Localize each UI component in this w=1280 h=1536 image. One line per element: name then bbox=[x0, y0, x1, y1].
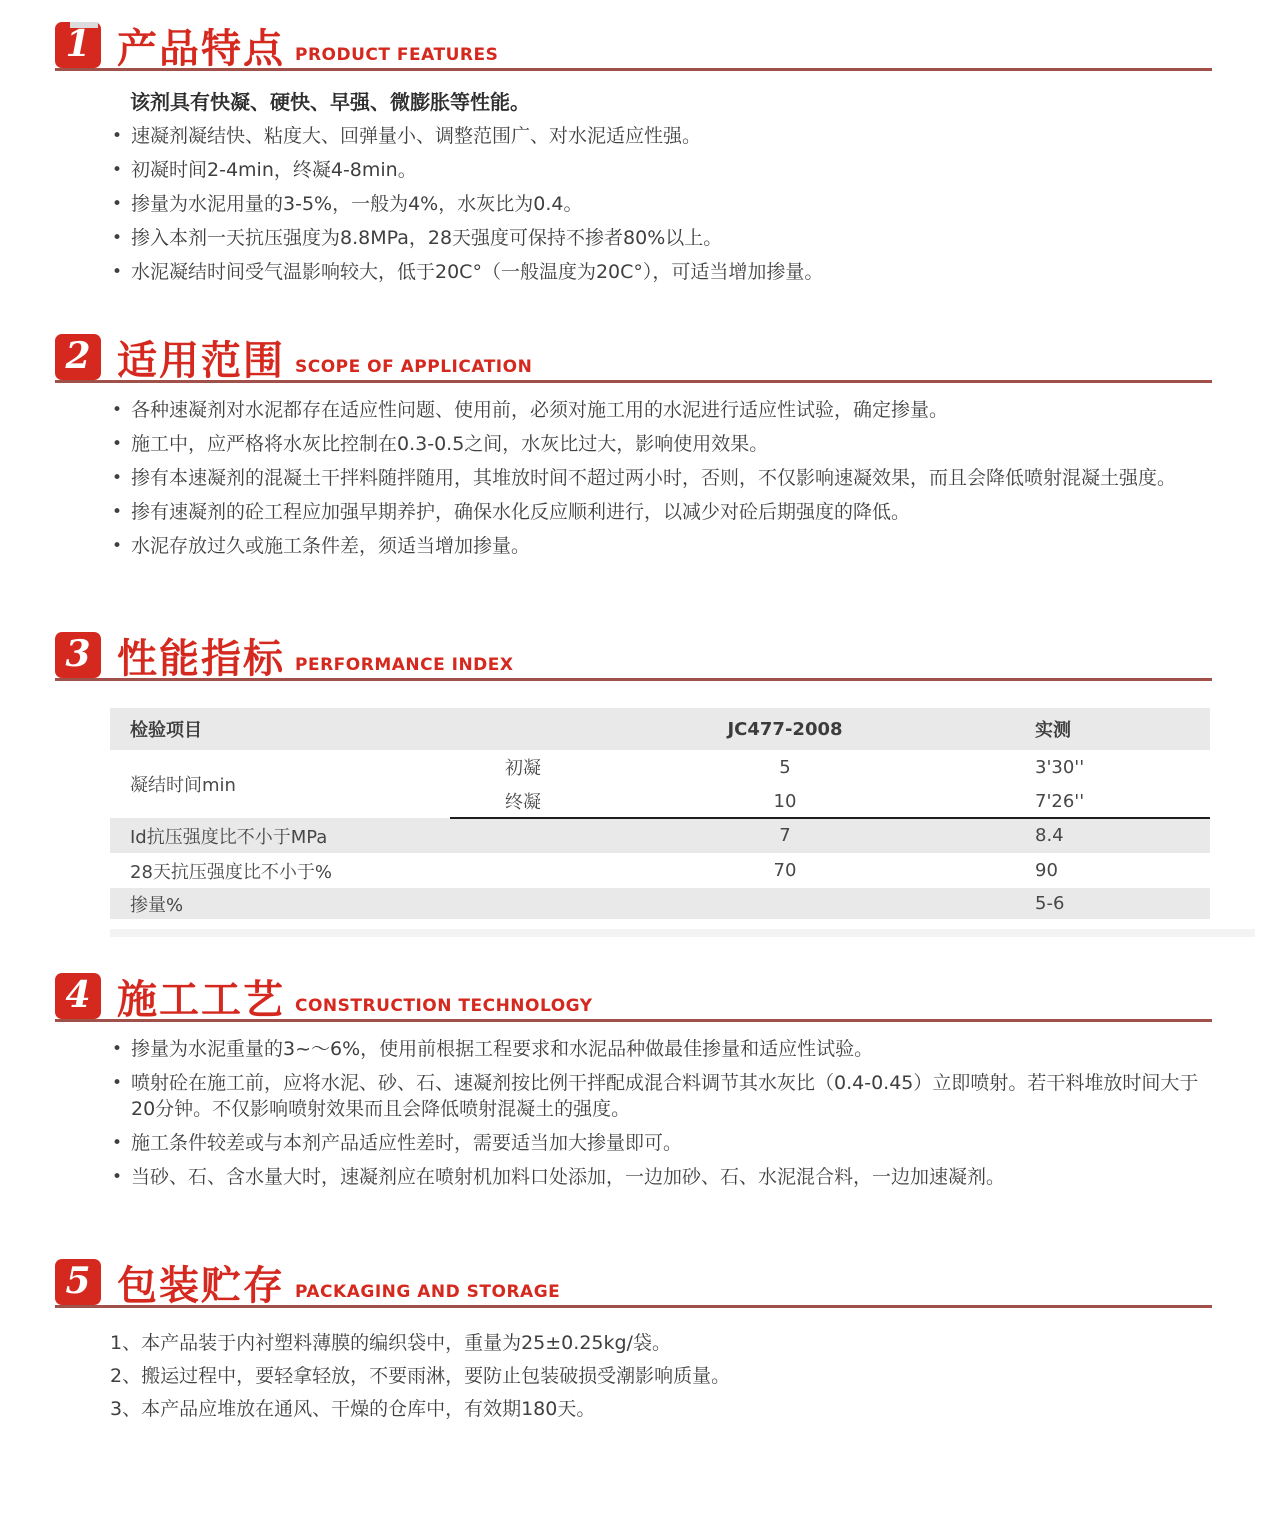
section-title-en: PERFORMANCE INDEX bbox=[295, 655, 514, 675]
bullet-item: • 施工条件较差或与本剂产品适应性差时，需要适当加大掺量即可。 bbox=[112, 1130, 1217, 1156]
setting-time-final-standard: 10 bbox=[773, 790, 797, 812]
section-number: 3 bbox=[65, 633, 91, 675]
table-row bbox=[110, 853, 1210, 888]
row-label: 28天抗压强度比不小于% bbox=[130, 861, 333, 883]
bullet-item: • 掺量为水泥用量的3-5%，一般为4%，水灰比为0.4。 bbox=[112, 191, 1217, 217]
packaging-and-storage-list bbox=[110, 1330, 1215, 1422]
section-title-zh: 适用范围 bbox=[117, 338, 285, 384]
setting-time-initial-standard: 5 bbox=[779, 756, 791, 778]
section-number-badge bbox=[55, 1259, 101, 1305]
section-title-zh: 包装贮存 bbox=[117, 1263, 285, 1309]
table-inner-divider bbox=[450, 817, 1210, 819]
section-header-product-features bbox=[55, 22, 1212, 71]
row-standard: 70 bbox=[773, 860, 797, 881]
section-header-scope-of-application bbox=[55, 334, 1212, 383]
table-footer-strip bbox=[110, 929, 1255, 937]
table-row-setting-time bbox=[110, 750, 1210, 818]
setting-time-initial-measured: 3'30'' bbox=[1035, 756, 1085, 778]
section-title-zh: 施工工艺 bbox=[117, 977, 285, 1023]
bullet-item: • 当砂、石、含水量大时，速凝剂应在喷射机加料口处添加，一边加砂、石、水泥混合料，一边加速凝剂。 bbox=[112, 1164, 1217, 1190]
setting-time-label: 凝结时间min bbox=[130, 775, 236, 796]
section-header-performance-index bbox=[55, 632, 1212, 681]
setting-time-initial-label: 初凝 bbox=[505, 758, 541, 779]
section-header-packaging-and-storage bbox=[55, 1259, 1212, 1308]
section-title-en: PACKAGING AND STORAGE bbox=[295, 1282, 561, 1302]
section-title-en: SCOPE OF APPLICATION bbox=[295, 357, 533, 377]
product-features-list bbox=[112, 123, 1217, 285]
bullet-item: • 掺有速凝剂的砼工程应加强早期养护，确保水化反应顺利进行，以减少对砼后期强度的降低。 bbox=[112, 499, 1217, 525]
section-number-badge bbox=[55, 973, 101, 1019]
scope-of-application-list bbox=[112, 397, 1217, 559]
numbered-item: 1、本产品装于内衬塑料薄膜的编织袋中，重量为25±0.25kg/袋。 bbox=[110, 1332, 671, 1354]
section-number: 1 bbox=[65, 23, 91, 65]
section-title-en: CONSTRUCTION TECHNOLOGY bbox=[295, 996, 593, 1016]
section-number-badge bbox=[55, 22, 101, 68]
bullet-item: • 掺量为水泥重量的3~～6%，使用前根据工程要求和水泥品种做最佳掺量和适应性试验。 bbox=[112, 1036, 1217, 1062]
section-title-zh: 产品特点 bbox=[117, 26, 285, 72]
row-standard: 7 bbox=[779, 825, 791, 846]
row-label: 掺量% bbox=[130, 894, 184, 916]
numbered-item: 3、本产品应堆放在通风、干燥的仓库中，有效期180天。 bbox=[110, 1398, 596, 1420]
section-number-badge bbox=[55, 632, 101, 678]
setting-time-final-label: 终凝 bbox=[505, 792, 541, 813]
row-measured: 8.4 bbox=[1035, 825, 1064, 846]
bullet-item: • 速凝剂凝结快、粘度大、回弹量小、调整范围广、对水泥适应性强。 bbox=[112, 123, 1217, 149]
bullet-item: • 掺有本速凝剂的混凝土干拌料随拌随用，其堆放时间不超过两小时，否则，不仅影响速凝效果，而且会降低喷射混凝土强度。 bbox=[112, 465, 1217, 491]
section-number-badge bbox=[55, 334, 101, 380]
table-row bbox=[110, 818, 1210, 853]
bullet-item: • 掺入本剂一天抗压强度为8.8MPa，28天强度可保持不掺者80%以上。 bbox=[112, 225, 1217, 251]
table-header-standard: JC477-2008 bbox=[727, 718, 843, 740]
setting-time-final-measured: 7'26'' bbox=[1035, 790, 1085, 812]
section-number: 5 bbox=[65, 1260, 91, 1302]
table-row bbox=[110, 888, 1210, 919]
construction-technology-list bbox=[112, 1036, 1217, 1190]
bullet-item: • 初凝时间2-4min，终凝4-8min。 bbox=[112, 157, 1217, 183]
table-header-measured: 实测 bbox=[1035, 720, 1071, 741]
row-measured: 5-6 bbox=[1035, 893, 1065, 914]
product-features-intro: 该剂具有快凝、硬快、早强、微膨胀等性能。 bbox=[130, 90, 530, 114]
bullet-item: • 施工中，应严格将水灰比控制在0.3-0.5之间，水灰比过大，影响使用效果。 bbox=[112, 431, 1217, 457]
section-header-construction-technology bbox=[55, 973, 1212, 1022]
row-measured: 90 bbox=[1035, 860, 1058, 881]
performance-index-table bbox=[110, 708, 1210, 919]
bullet-item: • 水泥存放过久或施工条件差，须适当增加掺量。 bbox=[112, 533, 1217, 559]
bullet-item: • 喷射砼在施工前，应将水泥、砂、石、速凝剂按比例干拌配成混合料调节其水灰比（0.4-0.45）立即喷射。若干料堆放时间大于20分钟。不仅影响喷射效果而且会降低喷射混凝土的强度。 bbox=[112, 1070, 1217, 1122]
numbered-item: 2、搬运过程中，要轻拿轻放，不要雨淋，要防止包装破损受潮影响质量。 bbox=[110, 1365, 731, 1387]
bullet-item: • 水泥凝结时间受气温影响较大，低于20C°（一般温度为20C°），可适当增加掺量。 bbox=[112, 259, 1217, 285]
row-label: Id抗压强度比不小于MPa bbox=[130, 826, 328, 848]
table-header-row bbox=[110, 708, 1210, 750]
section-number: 2 bbox=[65, 335, 91, 377]
section-title-en: PRODUCT FEATURES bbox=[295, 45, 499, 65]
section-number: 4 bbox=[65, 974, 91, 1016]
bullet-item: • 各种速凝剂对水泥都存在适应性问题、使用前，必须对施工用的水泥进行适应性试验，确定掺量。 bbox=[112, 397, 1217, 423]
section-title-zh: 性能指标 bbox=[117, 636, 285, 682]
table-header-item: 检验项目 bbox=[130, 720, 202, 741]
